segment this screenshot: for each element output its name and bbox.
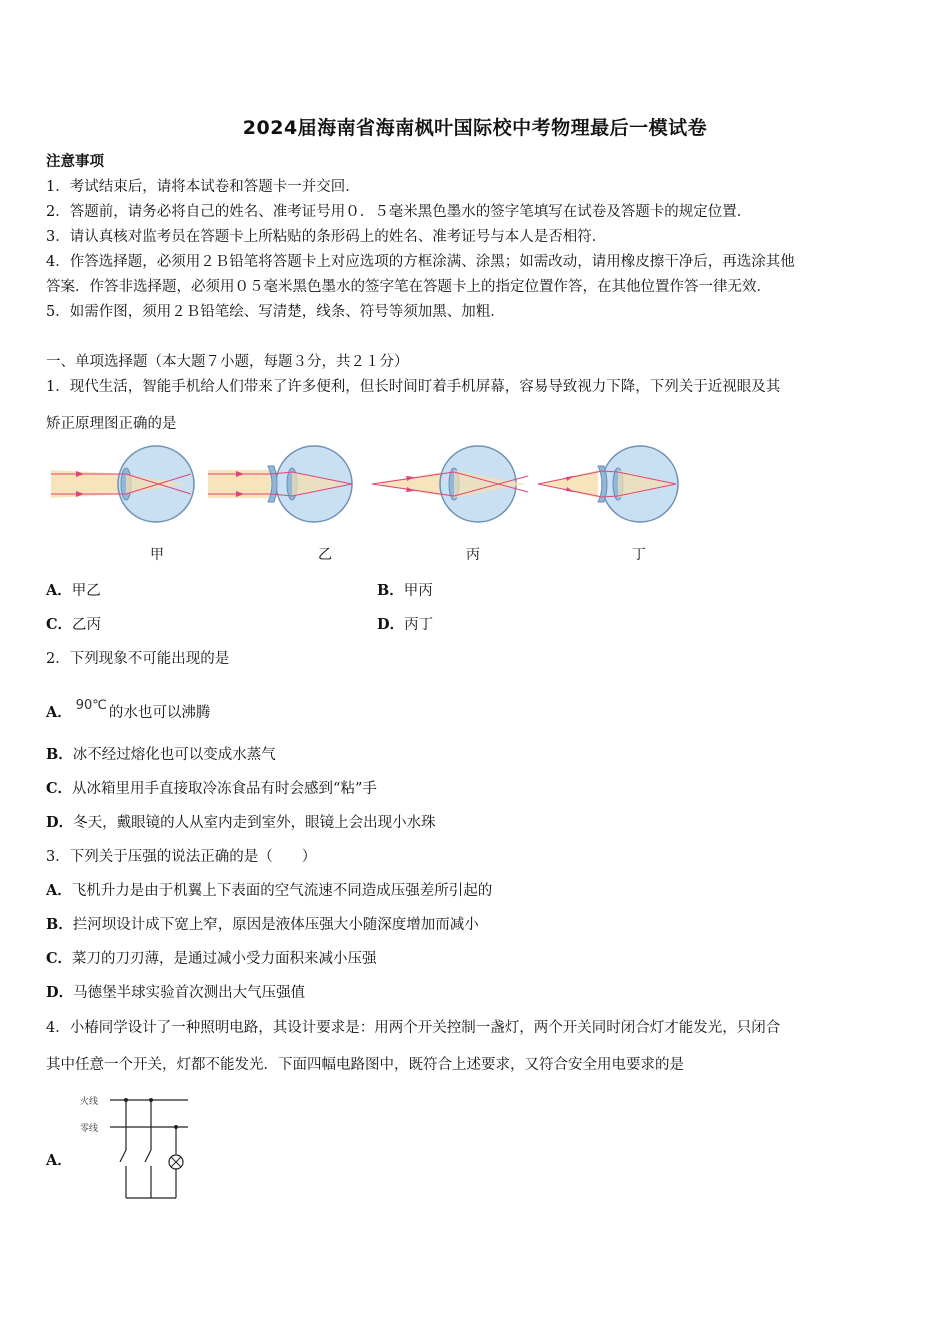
notice-item: 1．考试结束后，请将本试卷和答题卡一并交回． <box>46 179 360 195</box>
option-label: C． <box>46 950 73 967</box>
figure-label-ding: 丁 <box>632 547 646 563</box>
option-text: 拦河坝设计成下宽上窄，原因是液体压强大小随深度增加而减小 <box>72 917 479 933</box>
eye-diagram-bing <box>372 446 528 522</box>
option-text: 的水也可以沸腾 <box>108 705 211 721</box>
option-text: 菜刀的刀刃薄，是通过减小受力面积来减小压强 <box>72 951 377 967</box>
notice-item: 3．请认真核对监考员在答题卡上所粘贴的条形码上的姓名、准考证号与本人是否相符． <box>46 229 607 245</box>
option-text: 丙丁 <box>404 617 434 633</box>
option-label: B． <box>377 582 404 599</box>
q3-option-b[interactable] <box>46 915 479 935</box>
option-label: D． <box>46 814 74 831</box>
option-label: A． <box>46 1152 72 1169</box>
q3-option-c[interactable] <box>46 949 377 969</box>
q4-stem-line1: 4．小椿同学设计了一种照明电路，其设计要求是：用两个开关控制一盏灯，两个开关同时闭合灯才能发光，只闭合 <box>46 1020 781 1036</box>
q1-option-c[interactable] <box>46 615 101 635</box>
figure-label-yi: 乙 <box>318 547 332 563</box>
option-text: 飞机升力是由于机翼上下表面的空气流速不同造成压强差所引起的 <box>71 883 493 899</box>
option-label: C． <box>46 616 73 633</box>
q1-option-d[interactable] <box>377 615 433 635</box>
option-label: A． <box>46 882 72 899</box>
option-text: 冬天，戴眼镜的人从室内走到室外，眼镜上会出现小水珠 <box>73 815 436 831</box>
temperature-value: 90℃ <box>75 698 107 713</box>
figure-label-jia: 甲 <box>150 547 164 563</box>
option-text: 冰不经过熔化也可以变成水蒸气 <box>72 747 276 763</box>
page-title: 2024届海南省海南枫叶国际校中考物理最后一模试卷 <box>242 117 708 139</box>
q3-stem: 3．下列关于压强的说法正确的是（ ） <box>46 849 317 865</box>
option-label: A． <box>46 582 72 599</box>
q2-option-d[interactable] <box>46 813 436 833</box>
option-label: D． <box>46 984 74 1001</box>
notice-item: 5．如需作图，须用２Ｂ铅笔绘、写清楚，线条、符号等须加黑、加粗． <box>46 304 505 320</box>
q1-option-b[interactable] <box>377 581 433 601</box>
q3-option-a[interactable] <box>46 881 492 901</box>
option-label: A． <box>46 704 72 721</box>
q4-option-a-label[interactable] <box>46 1151 72 1171</box>
q2-option-c[interactable] <box>46 779 377 799</box>
section-heading: 一、单项选择题（本大题７小题，每题３分，共２１分） <box>46 354 409 370</box>
notice-item: 2．答题前，请务必将自己的姓名、准考证号用０．５毫米黑色墨水的签字笔填写在试卷及答题卡的规定位置． <box>46 204 752 220</box>
q4-stem-line2: 其中任意一个开关，灯都不能发光．下面四幅电路图中，既符合上述要求，又符合安全用电要求的是 <box>46 1057 684 1073</box>
option-text: 从冰箱里用手直接取冷冻食品有时会感到“粘”手 <box>72 781 377 797</box>
q2-option-b[interactable] <box>46 745 276 765</box>
eye-diagram-yi <box>208 446 352 522</box>
q2-option-a[interactable] <box>46 696 210 723</box>
figure-label-bing: 丙 <box>466 547 480 563</box>
q1-option-a[interactable] <box>46 581 101 601</box>
notice-heading: 注意事项 <box>46 153 104 170</box>
neutral-wire-label: 零线 <box>80 1124 99 1134</box>
option-text: 马德堡半球实验首次测出大气压强值 <box>73 985 306 1001</box>
notice-item: 答案．作答非选择题，必须用０５毫米黑色墨水的签字笔在答题卡上的指定位置作答，在其他位置作答一律无效． <box>46 279 771 295</box>
option-label: D． <box>377 616 405 633</box>
q2-stem: 2．下列现象不可能出现的是 <box>46 651 230 667</box>
live-wire-label: 火线 <box>80 1097 99 1107</box>
eye-diagram-figure <box>46 440 696 565</box>
option-label: B． <box>46 746 73 763</box>
eye-diagram-jia <box>51 446 194 522</box>
option-text: 甲丙 <box>403 583 433 599</box>
option-text: 甲乙 <box>71 583 101 599</box>
eye-diagram-ding <box>538 446 678 522</box>
q1-stem-line1: 1．现代生活，智能手机给人们带来了许多便利，但长时间盯着手机屏幕，容易导致视力下降，下列关于近视眼及其 <box>46 379 781 395</box>
notice-item: 4．作答选择题，必须用２Ｂ铅笔将答题卡上对应选项的方框涂满、涂黑；如需改动，请用橡皮擦干净后，再选涂其他 <box>46 254 795 270</box>
option-label: B． <box>46 916 73 933</box>
circuit-diagram-a <box>76 1090 196 1205</box>
option-text: 乙丙 <box>72 617 102 633</box>
option-label: C． <box>46 780 73 797</box>
q3-option-d[interactable] <box>46 983 305 1003</box>
q1-stem-line2: 矫正原理图正确的是 <box>46 416 177 432</box>
